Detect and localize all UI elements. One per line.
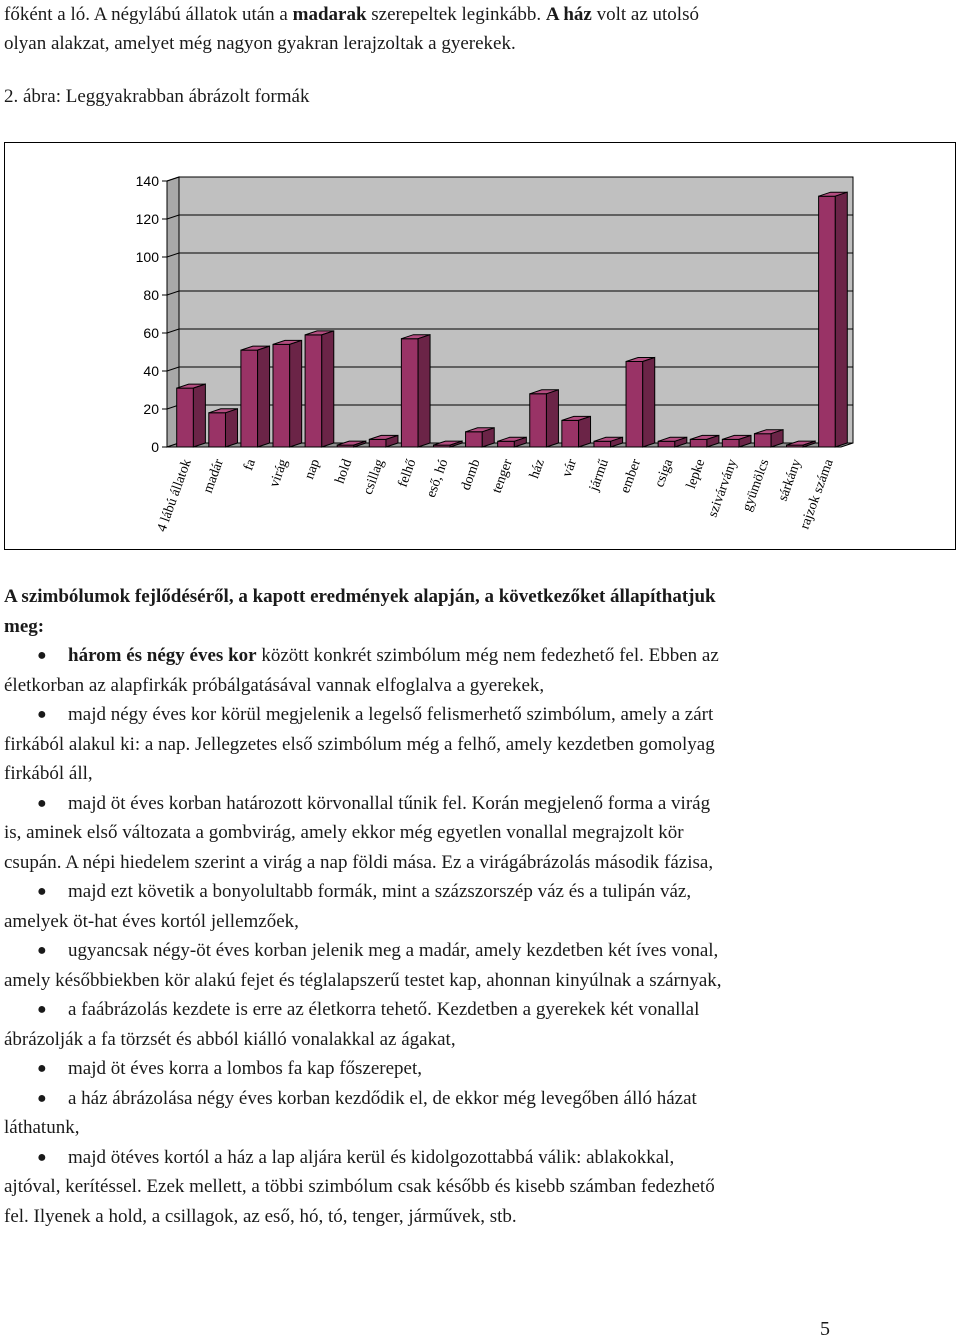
bar-side (579, 416, 591, 447)
y-tick-label: 60 (143, 325, 159, 341)
x-tick-label: gyümölcs (739, 457, 773, 514)
x-tick-label: 4 lábú állatok (154, 457, 195, 534)
x-tick-label: domb (458, 457, 484, 493)
bar (658, 441, 675, 447)
bullet-item (4, 789, 954, 819)
x-tick-label: fa (241, 457, 259, 473)
bullet-dot-icon: ● (37, 942, 47, 959)
paragraph-line: fel. Ilyenek a hold, a csillagok, az eső, hó, tó, tenger, járművek, stb. (4, 1205, 517, 1227)
bullet-dot-icon: ● (37, 647, 47, 664)
bar (722, 439, 739, 447)
bar-side (290, 340, 302, 447)
bullet-text: a ház ábrázolása négy éves korban kezdődik el, de ekkor még levegőben álló házat (68, 1087, 697, 1109)
bar (530, 394, 547, 447)
x-tick-label: ember (618, 457, 645, 496)
paragraph-line: életkorban az alapfirkák próbálgatásával vannak elfoglalva a gyerekek, (4, 674, 545, 696)
x-tick-label: hold (332, 457, 356, 486)
y-tick-label: 80 (143, 287, 159, 303)
paragraph-line: firkából alakul ki: a nap. Jellegzetes első szimbólum még a felhő, amely kezdetben gomolyag (4, 733, 715, 755)
bullet-item (4, 1054, 954, 1084)
bullet-text: ugyancsak négy-öt éves korban jelenik meg a madár, amely kezdetben két íves vonal, (68, 940, 719, 961)
x-tick-label: vár (559, 457, 580, 480)
bar (754, 434, 771, 447)
bar-side (643, 358, 655, 448)
x-tick-label: jármű (586, 457, 613, 494)
chart-container (4, 142, 956, 550)
bullet-item (4, 877, 954, 907)
bar (273, 344, 290, 447)
bullet-dot-icon: ● (37, 1060, 47, 1077)
paragraph-line: firkából áll, (4, 763, 93, 784)
paragraph-line: csupán. A népi hiedelem szerint a virág a nap földi mása. Ez a virágábrázolás második fázisa, (4, 851, 714, 873)
bar (401, 339, 418, 447)
bullet-text: majd négy éves kor körül megjelenik a legelső felismerhető szimbólum, amely a zárt (68, 704, 714, 725)
y-tick-label: 40 (143, 363, 159, 379)
paragraph-line: amely későbbiekben kör alakú fejet és téglalapszerű testet kap, ahonnan kinyúlnak a szárnyak, (4, 969, 722, 991)
bullet-bold-text: három és négy éves kor (68, 645, 257, 666)
bullet-dot-icon: ● (37, 1001, 47, 1018)
bar (594, 441, 611, 447)
intro-line-2: olyan alakzat, amelyet még nagyon gyakran lerajzoltak a gyerekek. (4, 33, 516, 54)
y-tick-label: 100 (135, 249, 159, 265)
figure-caption: 2. ábra: Leggyakrabban ábrázolt formák (4, 86, 310, 107)
bullet-text: között konkrét szimbólum még nem fedezhető fel. (256, 645, 644, 666)
conclusion-line-1: A szimbólumok fejlődéséről, a kapott eredmények alapján, a következőket állapíthatjuk (4, 586, 716, 607)
paragraph-line: ábrázolják a fa törzsét és abból kiálló vonalakkal az ágakat, (4, 1028, 456, 1050)
x-tick-label: szivárvány (705, 457, 741, 520)
bar (466, 432, 483, 447)
x-tick-label: rajzok száma (797, 457, 837, 532)
bar-side (193, 384, 205, 447)
intro-text-segment: volt az utolsó (591, 4, 699, 25)
x-tick-label: csillag (360, 457, 388, 497)
bullet-text: majd öt éves korban határozott körvonallal tűnik fel. (68, 792, 467, 814)
bar (626, 362, 643, 448)
intro-text-segment: főként a ló. A négylábú állatok után a (4, 4, 293, 25)
bullet-dot-icon: ● (37, 883, 47, 900)
x-tick-label: lepke (683, 457, 709, 491)
intro-bold-segment: madarak (292, 4, 367, 25)
bullet-item (4, 1084, 954, 1114)
x-tick-label: nap (302, 457, 324, 482)
bar (305, 335, 322, 447)
bar-side (225, 409, 237, 447)
x-tick-label: eső, hó (423, 457, 452, 500)
page-number: 5 (820, 1318, 830, 1340)
x-tick-label: ház (527, 457, 548, 481)
bar (562, 420, 579, 447)
x-tick-label: madár (200, 457, 227, 496)
y-tick-label: 20 (143, 401, 159, 417)
bar (177, 388, 194, 447)
bullet-dot-icon: ● (37, 1148, 47, 1166)
bullet-item (4, 936, 954, 966)
paragraph-line: ajtóval, kerítéssel. Ezek mellett, a többi szimbólum csak később és kisebb számban fedezhető (4, 1176, 715, 1197)
intro-text (4, 0, 954, 58)
bullet-dot-icon: ● (37, 1089, 47, 1107)
bar-side (418, 335, 430, 447)
x-tick-label: felhő (395, 457, 420, 490)
bar-side (835, 192, 847, 447)
conclusion-line-2: meg: (4, 615, 45, 637)
intro-bold-segment: A ház (545, 4, 592, 25)
y-tick-label: 120 (135, 211, 159, 227)
y-tick-label: 0 (151, 439, 159, 455)
bullet-continuation-text: Ebben az (643, 645, 719, 666)
x-tick-label: virág (267, 457, 292, 490)
body-text (4, 582, 954, 1231)
bullet-text: majd ezt követik a bonyolultabb formák, mint a százszorszép váz és a tulipán váz, (68, 881, 692, 902)
bullet-text: majd öt éves korra a lombos fa kap főszerepet, (68, 1058, 423, 1079)
bullet-dot-icon: ● (37, 794, 47, 812)
bullet-list (4, 641, 954, 1231)
bar-side (258, 346, 270, 447)
bullet-continuation-text: Korán megjelenő forma a virág (466, 792, 711, 814)
bar (209, 413, 226, 447)
bar (690, 439, 707, 447)
paragraph-line: is, aminek első változata a gombvirág, amely ekkor még egyetlen vonallal megrajzolt kör (4, 822, 684, 843)
intro-text-segment: szerepeltek leginkább. (366, 4, 546, 25)
bar (369, 439, 386, 447)
x-tick-label: sárkány (775, 457, 805, 504)
x-tick-label: csiga (652, 457, 677, 490)
bullet-item (4, 1143, 954, 1173)
bullet-continuation-text: Kezdetben a gyerekek két vonallal (431, 999, 700, 1020)
bullet-text: a faábrázolás kezdete is erre az életkorra tehető. (68, 999, 432, 1020)
paragraph-line: láthatunk, (4, 1117, 80, 1138)
bullet-text: majd ötéves kortól a ház a lap aljára kerül és kidolgozottabbá válik: ablakokkal, (68, 1146, 675, 1168)
bar (241, 350, 258, 447)
bar-side (482, 428, 494, 447)
x-tick-label: tenger (489, 457, 516, 496)
bar-side (546, 390, 558, 447)
bar (498, 441, 515, 447)
bullet-item (4, 641, 954, 671)
intro-line-1 (4, 0, 954, 29)
y-tick-label: 140 (135, 173, 159, 189)
bullet-item (4, 995, 954, 1025)
bullet-item (4, 700, 954, 730)
bullet-dot-icon: ● (37, 706, 47, 723)
bar-side (322, 331, 334, 447)
bar-chart (5, 143, 955, 549)
bar (819, 196, 836, 447)
paragraph-line: amelyek öt-hat éves kortól jellemzőek, (4, 910, 299, 932)
